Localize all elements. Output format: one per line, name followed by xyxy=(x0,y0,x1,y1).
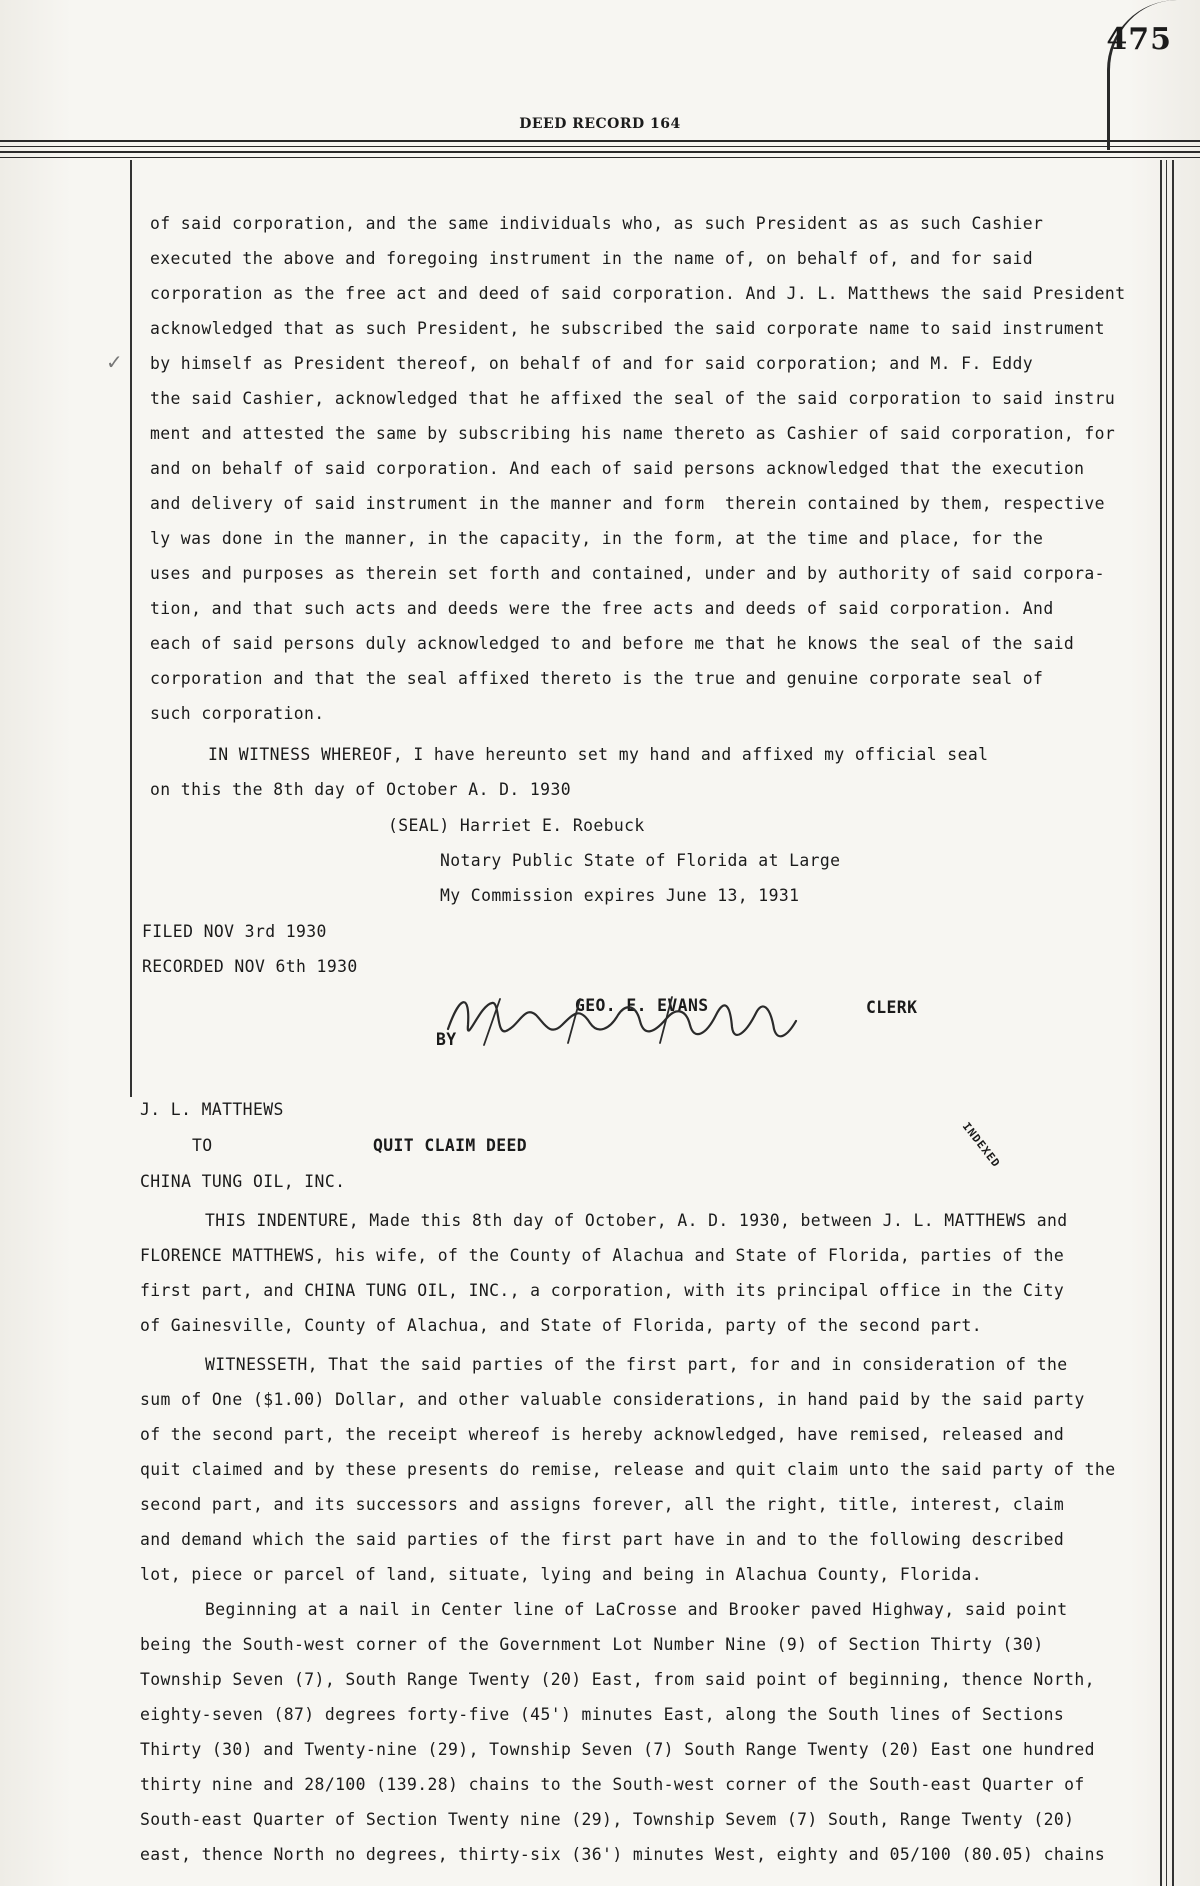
body-line: each of said persons duly acknowledged to and before me that he knows the seal of the said xyxy=(150,634,1075,653)
indenture-line: Thirty (30) and Twenty-nine (29), Township Seven (7) South Range Twenty (20) East one hundred xyxy=(140,1740,1095,1759)
indenture-line: thirty nine and 28/100 (139.28) chains to the South-west corner of the South-east Quarter of xyxy=(140,1775,1085,1794)
body-line: such corporation. xyxy=(150,704,325,723)
indexed-stamp: INDEXED xyxy=(959,1120,1003,1171)
body-line: ment and attested the same by subscribing his name thereto as Cashier of said corporation, for xyxy=(150,424,1116,443)
body-line: and delivery of said instrument in the manner and form therein contained by them, respective xyxy=(150,494,1105,513)
body-line: and on behalf of said corporation. And each of said persons acknowledged that the execution xyxy=(150,459,1085,478)
left-margin-line xyxy=(130,160,132,1097)
body-line: executed the above and foregoing instrument in the name of, on behalf of, and for said xyxy=(150,249,1034,268)
grantee-name: CHINA TUNG OIL, INC. xyxy=(140,1172,346,1191)
body-line: tion, and that such acts and deeds were the free acts and deeds of said corporation. And xyxy=(150,599,1054,618)
header-rule xyxy=(0,146,1200,147)
notary-commission: My Commission expires June 13, 1931 xyxy=(440,886,800,905)
body-line: ly was done in the manner, in the capacity, in the form, at the time and place, for the xyxy=(150,529,1044,548)
indenture-line: eighty-seven (87) degrees forty-five (45') minutes East, along the South lines of Sections xyxy=(140,1705,1065,1724)
indenture-line: WITNESSETH, That the said parties of the first part, for and in consideration of the xyxy=(205,1355,1068,1374)
filed-date: FILED NOV 3rd 1930 xyxy=(142,922,327,941)
page-number: 475 xyxy=(1106,22,1172,57)
right-margin-line xyxy=(1172,160,1174,1886)
indenture-line: east, thence North no degrees, thirty-six (36') minutes West, eighty and 05/100 (80.05) chains xyxy=(140,1845,1106,1864)
body-line: uses and purposes as therein set forth and contained, under and by authority of said corpora- xyxy=(150,564,1105,583)
indenture-line: of the second part, the receipt whereof is hereby acknowledged, have remised, released and xyxy=(140,1425,1065,1444)
indenture-line: and demand which the said parties of the first part have in and to the following described xyxy=(140,1530,1065,1549)
header-rule xyxy=(0,140,1200,142)
indenture-line: FLORENCE MATTHEWS, his wife, of the County of Alachua and State of Florida, parties of the xyxy=(140,1246,1065,1265)
indenture-line: being the South-west corner of the Government Lot Number Nine (9) of Section Thirty (30) xyxy=(140,1635,1044,1654)
by-label: BY xyxy=(436,1030,457,1049)
clerk-signature xyxy=(440,985,800,1055)
header-rule xyxy=(0,151,1200,153)
indenture-line: South-east Quarter of Section Twenty nine (29), Township Sevem (7) South, Range Twenty (20) xyxy=(140,1810,1075,1829)
clerk-name: GEO. E. EVANS xyxy=(575,996,709,1015)
witness-line: on this the 8th day of October A. D. 1930 xyxy=(150,780,571,799)
right-margin-line xyxy=(1160,160,1162,1886)
header-rule xyxy=(0,157,1200,158)
indenture-line: Township Seven (7), South Range Twenty (20) East, from said point of beginning, thence North, xyxy=(140,1670,1095,1689)
indenture-line: quit claimed and by these presents do remise, release and quit claim unto the said party of the xyxy=(140,1460,1116,1479)
indenture-line: sum of One ($1.00) Dollar, and other valuable considerations, in hand paid by the said party xyxy=(140,1390,1085,1409)
body-line: of said corporation, and the same individuals who, as such President as as such Cashier xyxy=(150,214,1044,233)
indenture-line: Beginning at a nail in Center line of LaCrosse and Brooker paved Highway, said point xyxy=(205,1600,1068,1619)
recorded-date: RECORDED NOV 6th 1930 xyxy=(142,957,358,976)
clerk-label: CLERK xyxy=(866,998,918,1017)
body-line: by himself as President thereof, on behalf of and for said corporation; and M. F. Eddy xyxy=(150,354,1034,373)
indenture-line: lot, piece or parcel of land, situate, lying and being in Alachua County, Florida. xyxy=(140,1565,982,1584)
body-line: acknowledged that as such President, he subscribed the said corporate name to said instrument xyxy=(150,319,1105,338)
indenture-line: second part, and its successors and assigns forever, all the right, title, interest, claim xyxy=(140,1495,1065,1514)
body-line: corporation and that the seal affixed thereto is the true and genuine corporate seal of xyxy=(150,669,1044,688)
book-title: DEED RECORD 164 xyxy=(519,116,681,132)
check-mark-icon: ✓ xyxy=(106,350,123,374)
witness-line: IN WITNESS WHEREOF, I have hereunto set my hand and affixed my official seal xyxy=(208,745,989,764)
deed-type: QUIT CLAIM DEED xyxy=(373,1136,528,1155)
grantor-name: J. L. MATTHEWS xyxy=(140,1100,284,1119)
indenture-line: THIS INDENTURE, Made this 8th day of October, A. D. 1930, between J. L. MATTHEWS and xyxy=(205,1211,1068,1230)
indenture-line: of Gainesville, County of Alachua, and State of Florida, party of the second part. xyxy=(140,1316,982,1335)
body-line: corporation as the free act and deed of said corporation. And J. L. Matthews the said President xyxy=(150,284,1126,303)
to-label: TO xyxy=(192,1136,213,1155)
indenture-line: first part, and CHINA TUNG OIL, INC., a corporation, with its principal office in the City xyxy=(140,1281,1065,1300)
right-margin-line xyxy=(1166,160,1167,1886)
notary-seal-line: (SEAL) Harriet E. Roebuck xyxy=(388,816,645,835)
notary-title: Notary Public State of Florida at Large xyxy=(440,851,841,870)
body-line: the said Cashier, acknowledged that he affixed the seal of the said corporation to said instru xyxy=(150,389,1116,408)
